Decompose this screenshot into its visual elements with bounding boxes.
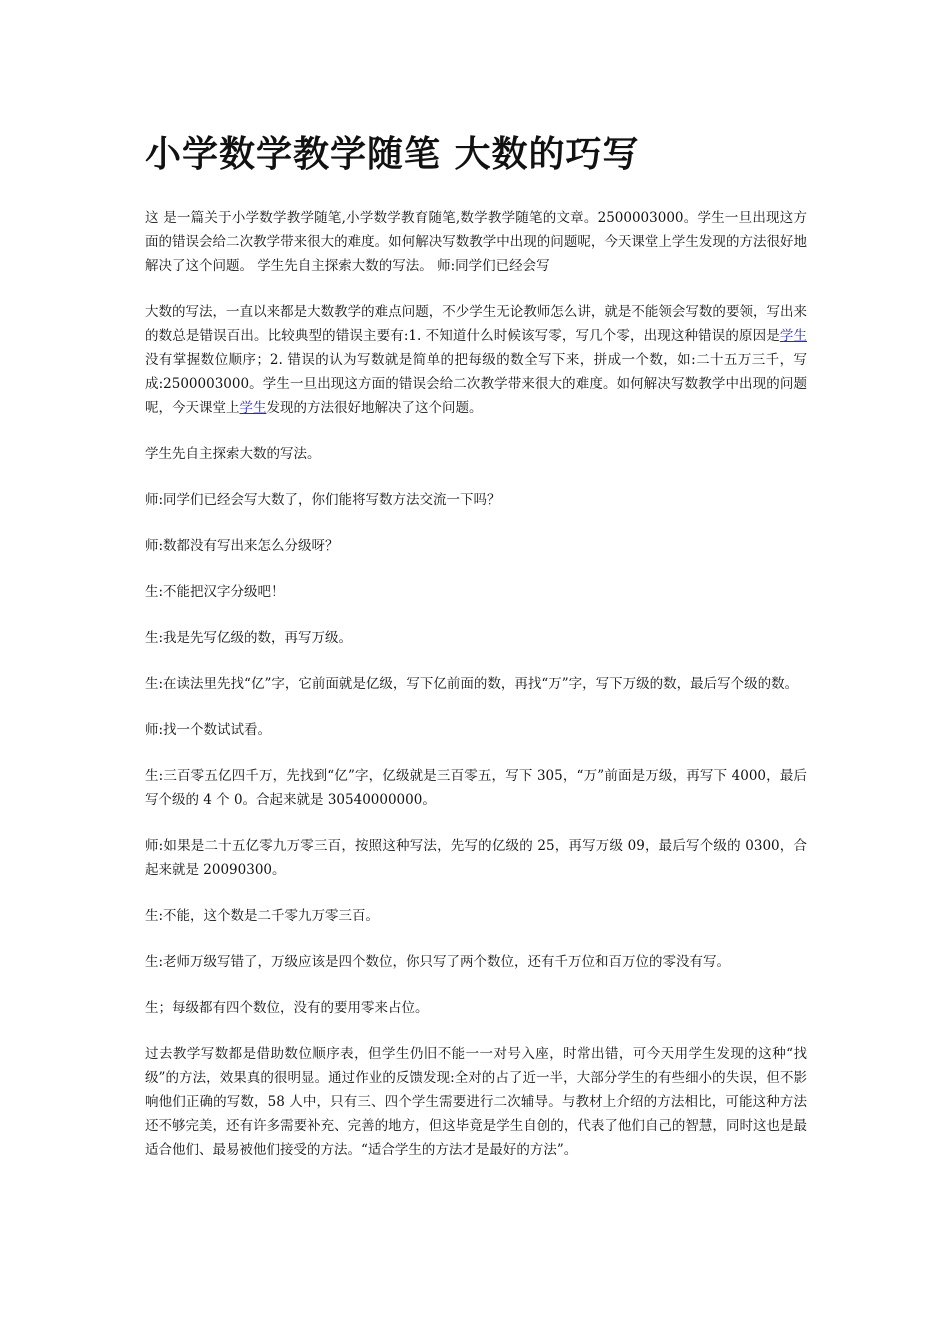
dialogue-line: 生:不能，这个数是二千零九万零三百。	[145, 908, 380, 924]
problem-text-a: 大数的写法，一直以来都是大数教学的难点问题，不少学生无论教师怎么讲，就是不能领会写数的要领，写出来的数总是错误百出。比较典型的错误主要有:1. 不知道什么时候该写零，写几个零，出现这种错误的原因是	[145, 304, 807, 344]
student-link-2[interactable]: 学生	[239, 400, 267, 416]
intro-paragraph: 这 是一篇关于小学数学教学随笔,小学数学教育随笔,数学教学随笔的文章。2500003000。学生一旦出现这方面的错误会给二次教学带来很大的难度。如何解决写数教学中出现的问题呢，今天课堂上学生发现的方法很好地解决了这个问题。 学生先自主探索大数的写法。 师:同学们已经会写	[145, 210, 807, 274]
dialogue-line: 生；每级都有四个数位，没有的要用零来占位。	[145, 1000, 429, 1016]
dialogue-line: 生:老师万级写错了，万级应该是四个数位，你只写了两个数位，还有千万位和百万位的零没有写。	[145, 954, 731, 970]
student-link-1[interactable]: 学生	[779, 328, 808, 344]
dialogue-line: 生:三百零五亿四千万，先找到“亿”字，亿级就是三百零五，写下 305，“万”前面是万级，再写下 4000，最后写个级的 4 个 0。合起来就是 30540000000。	[145, 768, 807, 808]
dialogue-line: 生:不能把汉字分级吧！	[145, 584, 285, 600]
problem-text-b: 没有掌握数位顺序；2. 错误的认为写数就是简单的把每级的数全写下来，拼成一个数，如:二十五万三千，写成:2500003000。学生一旦出现这方面的错误会给二次教学带来很大的难度。如何解决写数教学中出现的问题呢，今天课堂上	[145, 352, 807, 416]
problem-paragraph	[145, 300, 807, 420]
dialogue-line: 师:找一个数试试看。	[145, 722, 272, 738]
conclusion-paragraph: 过去教学写数都是借助数位顺序表，但学生仍旧不能一一对号入座，时常出错，可今天用学生发现的这种“找级”的方法，效果真的很明显。通过作业的反馈发现:全对的占了近一半，大部分学生的有些细小的失误，但不影响他们正确的写数，58 人中，只有三、四个学生需要进行二次辅导。与教材上介绍的方法相比，可能这种方法还不够完美，还有许多需要补充、完善的地方，但这毕竟是学生自创的，代表了他们自己的智慧，同时这也是最适合他们、最易被他们接受的方法。“适合学生的方法才是最好的方法”。	[145, 1046, 807, 1158]
dialogue-line: 师:如果是二十五亿零九万零三百，按照这种写法，先写的亿级的 25，再写万级 09，最后写个级的 0300，合起来就是 20090300。	[145, 838, 807, 878]
document-page	[145, 130, 807, 1184]
dialogue-line: 师:数都没有写出来怎么分级呀？	[145, 538, 339, 554]
page-title: 小学数学教学随笔 大数的巧写	[145, 133, 640, 175]
dialogue-line: 学生先自主探索大数的写法。	[145, 446, 321, 462]
dialogue-line: 师:同学们已经会写大数了，你们能将写数方法交流一下吗？	[145, 492, 501, 508]
dialogue-line: 生:在读法里先找“亿”字，它前面就是亿级，写下亿前面的数，再找“万”字，写下万级的数，最后写个级的数。	[145, 676, 799, 692]
problem-text-c: 发现的方法很好地解决了这个问题。	[266, 400, 483, 416]
dialogue-line: 生:我是先写亿级的数，再写万级。	[145, 630, 353, 646]
